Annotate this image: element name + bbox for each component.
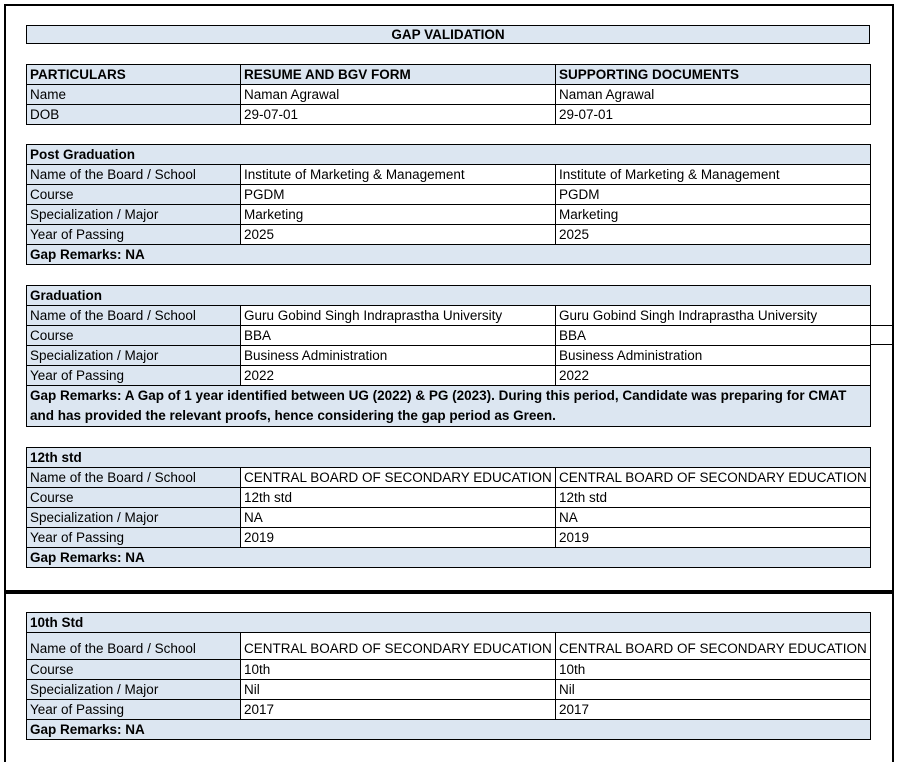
section-heading-row [27, 448, 871, 468]
row-label: Course [27, 185, 241, 205]
document-value: CENTRAL BOARD OF SECONDARY EDUCATION [556, 468, 871, 488]
document-value: Institute of Marketing & Management [556, 165, 871, 185]
resume-value: Naman Agrawal [241, 85, 556, 105]
table-row [27, 633, 871, 660]
table-row [27, 468, 871, 488]
document-value: Business Administration [556, 346, 871, 366]
section-heading-row [27, 145, 871, 165]
resume-value: BBA [241, 326, 556, 346]
table-row [27, 508, 871, 528]
resume-value: 12th std [241, 488, 556, 508]
header-particulars: PARTICULARS [27, 65, 241, 85]
resume-value: Guru Gobind Singh Indraprastha University [241, 306, 556, 326]
row-label: Specialization / Major [27, 508, 241, 528]
graduation-table [26, 285, 871, 427]
row-label: Year of Passing [27, 225, 241, 245]
row-label: Name of the Board / School [27, 165, 241, 185]
row-label: Name [27, 85, 241, 105]
table-row [27, 488, 871, 508]
resume-value: 2017 [241, 700, 556, 720]
document-value: Naman Agrawal [556, 85, 871, 105]
gap-remarks-row [27, 548, 871, 568]
resume-value: 2022 [241, 366, 556, 386]
row-label: Year of Passing [27, 366, 241, 386]
resume-value: 29-07-01 [241, 105, 556, 125]
section-heading-row [27, 286, 871, 306]
cell-border-extension [870, 325, 894, 345]
resume-value: NA [241, 508, 556, 528]
table-row [27, 326, 871, 346]
table-row [27, 680, 871, 700]
gap-remarks: Gap Remarks: A Gap of 1 year identified between UG (2022) & PG (2023). During this period, Candidate was preparing for CMAT and has provided the relevant proofs, hence considering the gap period as Green. [27, 386, 871, 427]
resume-value: 2025 [241, 225, 556, 245]
section-heading: Graduation [27, 286, 871, 306]
row-label: Name of the Board / School [27, 468, 241, 488]
resume-value: CENTRAL BOARD OF SECONDARY EDUCATION [241, 633, 556, 660]
resume-value: 2019 [241, 528, 556, 548]
row-label: Year of Passing [27, 528, 241, 548]
table-row [27, 528, 871, 548]
document-value: 12th std [556, 488, 871, 508]
table-row [27, 346, 871, 366]
row-label: Name of the Board / School [27, 306, 241, 326]
post-graduation-table [26, 144, 871, 265]
tenth-std-table [26, 612, 871, 740]
resume-value: 10th [241, 660, 556, 680]
resume-value: Nil [241, 680, 556, 700]
gap-remarks: Gap Remarks: NA [27, 245, 871, 265]
report-title: GAP VALIDATION [26, 25, 870, 44]
table-row [27, 366, 871, 386]
row-label: Year of Passing [27, 700, 241, 720]
row-label: Name of the Board / School [27, 633, 241, 660]
document-value: PGDM [556, 185, 871, 205]
section-heading: 10th Std [27, 613, 871, 633]
table-row [27, 660, 871, 680]
gap-remarks-row [27, 720, 871, 740]
document-value: 2025 [556, 225, 871, 245]
table-row [27, 205, 871, 225]
resume-value: Business Administration [241, 346, 556, 366]
table-row [27, 225, 871, 245]
table-row [27, 165, 871, 185]
section-heading: 12th std [27, 448, 871, 468]
document-value: 29-07-01 [556, 105, 871, 125]
document-value: Nil [556, 680, 871, 700]
document-value: 2019 [556, 528, 871, 548]
section-heading: Post Graduation [27, 145, 871, 165]
resume-value: PGDM [241, 185, 556, 205]
resume-value: CENTRAL BOARD OF SECONDARY EDUCATION [241, 468, 556, 488]
document-value: 10th [556, 660, 871, 680]
table-row [27, 306, 871, 326]
table-row [27, 105, 871, 125]
row-label: Specialization / Major [27, 205, 241, 225]
row-label: Specialization / Major [27, 346, 241, 366]
resume-value: Institute of Marketing & Management [241, 165, 556, 185]
document-value: 2017 [556, 700, 871, 720]
twelfth-std-table [26, 447, 871, 568]
gap-remarks-row [27, 245, 871, 265]
gap-remarks: Gap Remarks: NA [27, 548, 871, 568]
document-value: NA [556, 508, 871, 528]
document-value: BBA [556, 326, 871, 346]
resume-value: Marketing [241, 205, 556, 225]
personal-details-table [26, 64, 871, 125]
table-row [27, 85, 871, 105]
section-heading-row [27, 613, 871, 633]
document-value: Guru Gobind Singh Indraprastha University [556, 306, 871, 326]
header-resume: RESUME AND BGV FORM [241, 65, 556, 85]
table-row [27, 185, 871, 205]
document-value: CENTRAL BOARD OF SECONDARY EDUCATION [556, 633, 871, 660]
row-label: Specialization / Major [27, 680, 241, 700]
header-documents: SUPPORTING DOCUMENTS [556, 65, 871, 85]
row-label: DOB [27, 105, 241, 125]
document-value: 2022 [556, 366, 871, 386]
row-label: Course [27, 326, 241, 346]
row-label: Course [27, 488, 241, 508]
table-header-row [27, 65, 871, 85]
table-row [27, 700, 871, 720]
gap-remarks: Gap Remarks: NA [27, 720, 871, 740]
document-value: Marketing [556, 205, 871, 225]
gap-remarks-row [27, 386, 871, 427]
row-label: Course [27, 660, 241, 680]
